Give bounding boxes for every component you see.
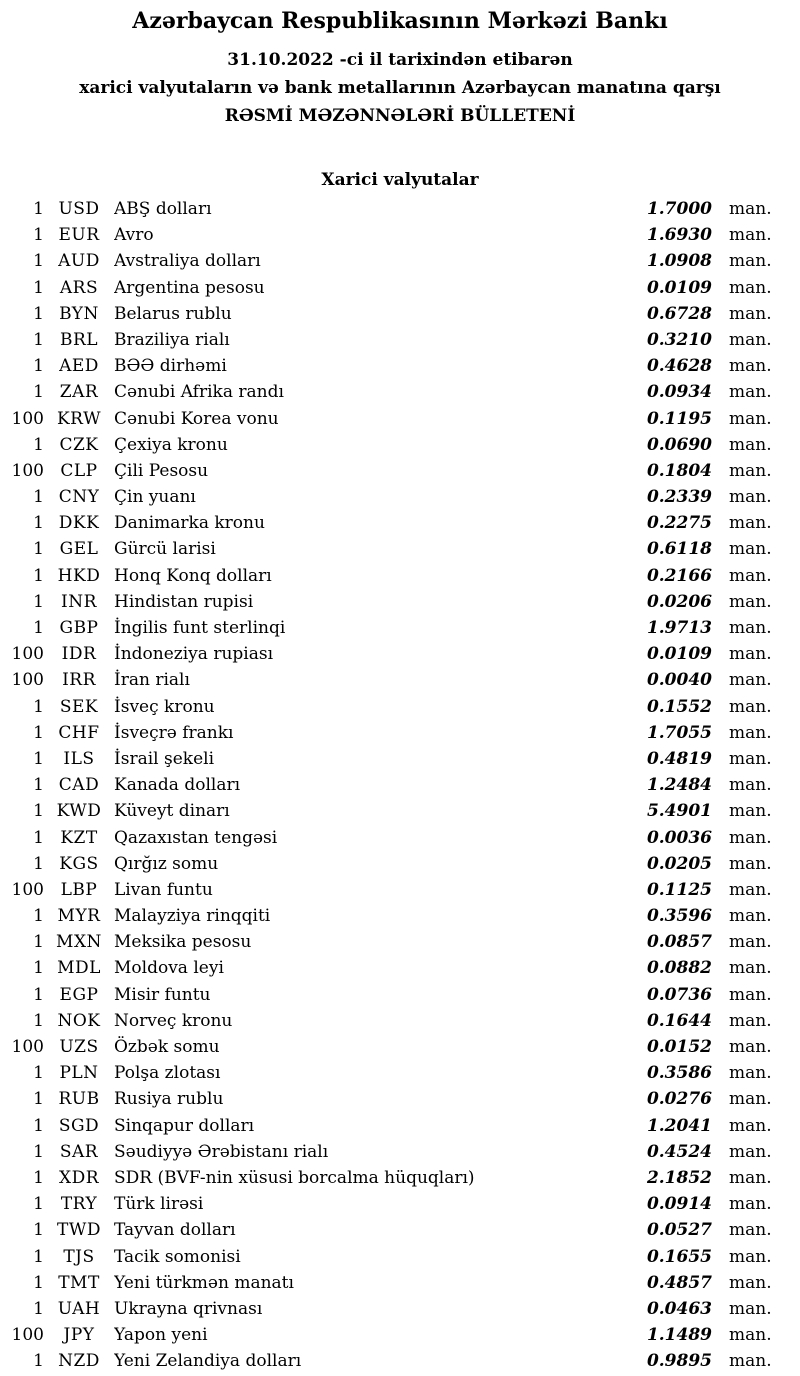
currency-name: Moldova leyi [114, 958, 224, 979]
currency-unit-label: man. [729, 565, 772, 586]
currency-unit-label: man. [729, 277, 772, 298]
currency-rate: 0.0109 [646, 277, 712, 298]
currency-rate: 0.0206 [646, 591, 712, 612]
currency-name: Belarus rublu [114, 303, 232, 324]
currency-code: LBP [60, 879, 98, 900]
currency-quantity: 1 [33, 1194, 44, 1215]
currency-row [0, 484, 800, 510]
currency-rate: 0.1552 [646, 696, 712, 717]
currency-row [0, 379, 800, 405]
currency-name: Braziliya rialı [114, 329, 230, 350]
currency-quantity: 1 [33, 827, 44, 848]
currency-name: Gürcü larisi [114, 539, 216, 560]
currency-rate: 0.0205 [646, 853, 712, 874]
currency-rate: 1.7055 [646, 722, 712, 743]
currency-quantity: 100 [11, 408, 44, 429]
currency-quantity: 1 [33, 199, 44, 219]
currency-code: SAR [59, 1141, 99, 1162]
currency-code: CHF [58, 722, 100, 743]
currency-name: Tacik somonisi [114, 1246, 241, 1267]
currency-name: Polşa zlotası [114, 1063, 221, 1084]
currency-unit-label: man. [729, 853, 772, 874]
currency-quantity: 1 [33, 356, 44, 377]
currency-unit-label: man. [729, 513, 772, 534]
currency-row [0, 851, 800, 877]
currency-code: EUR [58, 225, 100, 246]
currency-quantity: 1 [33, 1298, 44, 1319]
currency-quantity: 1 [33, 958, 44, 979]
currency-unit-label: man. [729, 1351, 772, 1372]
currency-rate: 0.2275 [646, 513, 712, 534]
currency-rate: 0.4857 [646, 1272, 712, 1293]
currency-name: Avro [114, 225, 154, 246]
currency-name: İsveçrə frankı [114, 722, 234, 743]
currency-code: MXN [56, 932, 102, 953]
currency-code: KZT [60, 827, 98, 848]
currency-name: Qırğız somu [114, 853, 219, 874]
currency-quantity: 1 [33, 1115, 44, 1136]
currency-quantity: 1 [33, 984, 44, 1005]
document-header [0, 0, 800, 130]
currency-unit-label: man. [729, 1325, 772, 1346]
currency-unit-label: man. [729, 1194, 772, 1215]
currency-code: ILS [63, 748, 95, 769]
currency-row [0, 222, 800, 248]
currency-name: ABŞ dolları [114, 199, 212, 219]
currency-code: SEK [59, 696, 99, 717]
currency-row [0, 432, 800, 458]
currency-code: UAH [57, 1298, 101, 1319]
currency-code: KRW [56, 408, 102, 429]
currency-rate: 0.6118 [646, 539, 712, 560]
currency-rate: 0.4524 [646, 1141, 712, 1162]
currency-table [0, 196, 800, 1374]
currency-quantity: 1 [33, 696, 44, 717]
currency-name: Avstraliya dolları [114, 251, 261, 272]
currency-unit-label: man. [729, 801, 772, 822]
currency-unit-label: man. [729, 958, 772, 979]
currency-row [0, 248, 800, 274]
currency-code: IDR [61, 644, 97, 665]
currency-name: Sinqapur dolları [114, 1115, 255, 1136]
currency-code: MYR [57, 906, 101, 927]
currency-quantity: 1 [33, 434, 44, 455]
currency-row [0, 327, 800, 353]
currency-rate: 0.0934 [646, 382, 712, 403]
currency-code: CLP [60, 460, 98, 481]
currency-code: TWD [57, 1220, 101, 1241]
currency-quantity: 1 [33, 1141, 44, 1162]
currency-quantity: 100 [11, 1037, 44, 1057]
currency-rate: 0.0040 [646, 670, 712, 691]
currency-row [0, 353, 800, 379]
currency-code: IRR [62, 670, 96, 691]
currency-rate: 1.7000 [646, 199, 712, 219]
currency-row [0, 667, 800, 693]
currency-code: DKK [58, 513, 100, 534]
currency-quantity: 100 [11, 879, 44, 900]
currency-name: Ukrayna qrivnası [114, 1298, 263, 1319]
currency-unit-label: man. [729, 1167, 772, 1188]
currency-name: Argentina pesosu [114, 277, 265, 298]
currency-code: CZK [59, 434, 99, 455]
currency-row [0, 589, 800, 615]
currency-name: Türk lirəsi [114, 1194, 204, 1215]
currency-quantity: 1 [33, 775, 44, 796]
currency-unit-label: man. [729, 1010, 772, 1031]
currency-unit-label: man. [729, 984, 772, 1005]
currency-name: Çexiya kronu [114, 434, 228, 455]
currency-name: Yeni türkmən manatı [114, 1272, 294, 1293]
currency-quantity: 1 [33, 1351, 44, 1372]
currency-unit-label: man. [729, 539, 772, 560]
currency-rate: 0.3210 [646, 329, 712, 350]
currency-row [0, 1086, 800, 1112]
currency-unit-label: man. [729, 696, 772, 717]
currency-rate: 5.4901 [646, 801, 712, 822]
currency-quantity: 1 [33, 225, 44, 246]
currency-row [0, 196, 800, 222]
currency-rate: 0.0736 [646, 984, 712, 1005]
currency-name: Hindistan rupisi [114, 591, 254, 612]
currency-unit-label: man. [729, 199, 772, 219]
currency-quantity: 100 [11, 644, 44, 665]
currency-name: İran rialı [114, 670, 190, 691]
currency-name: İngilis funt sterlinqi [114, 618, 286, 638]
currency-code: INR [61, 591, 97, 612]
currency-row [0, 1270, 800, 1296]
currency-quantity: 1 [33, 906, 44, 927]
currency-rate: 1.1489 [646, 1325, 712, 1346]
currency-unit-label: man. [729, 932, 772, 953]
currency-rate: 0.9895 [646, 1351, 712, 1372]
currency-row [0, 406, 800, 432]
currency-unit-label: man. [729, 487, 772, 508]
currency-row [0, 1008, 800, 1034]
currency-name: Yeni Zelandiya dolları [114, 1351, 302, 1372]
currency-name: Misir funtu [114, 984, 211, 1005]
currency-rate: 0.0527 [646, 1220, 712, 1241]
subject-line: xarici valyutaların və bank metallarının Azərbaycan manatına qarşı [79, 78, 721, 98]
currency-name: Çin yuanı [114, 487, 196, 508]
currency-name: Meksika pesosu [114, 932, 252, 953]
currency-rate: 0.0036 [646, 827, 712, 848]
currency-quantity: 100 [11, 460, 44, 481]
currency-row [0, 982, 800, 1008]
currency-row [0, 301, 800, 327]
currency-quantity: 1 [33, 303, 44, 324]
currency-unit-label: man. [729, 1037, 772, 1057]
currency-quantity: 1 [33, 932, 44, 953]
currency-quantity: 1 [33, 1167, 44, 1188]
currency-quantity: 1 [33, 1220, 44, 1241]
currency-code: USD [58, 199, 100, 219]
currency-quantity: 100 [11, 1325, 44, 1346]
currency-rate: 0.0690 [646, 434, 712, 455]
currency-row [0, 772, 800, 798]
currency-rate: 0.6728 [646, 303, 712, 324]
currency-row [0, 746, 800, 772]
currency-rate: 0.1655 [646, 1246, 712, 1267]
currency-quantity: 1 [33, 1010, 44, 1031]
currency-unit-label: man. [729, 329, 772, 350]
currency-name: Tayvan dolları [114, 1220, 236, 1241]
currency-row [0, 1139, 800, 1165]
currency-row [0, 458, 800, 484]
currency-name: Honq Konq dolları [114, 565, 272, 586]
currency-unit-label: man. [729, 225, 772, 246]
currency-quantity: 100 [11, 670, 44, 691]
currency-code: AUD [58, 251, 100, 272]
currency-code: RUB [58, 1089, 100, 1110]
currency-code: EGP [59, 984, 99, 1005]
section-title-foreign-currencies: Xarici valyutalar [321, 170, 479, 190]
currency-row [0, 1217, 800, 1243]
currency-code: CNY [58, 487, 100, 508]
currency-quantity: 1 [33, 513, 44, 534]
currency-code: UZS [59, 1037, 99, 1057]
currency-code: PLN [59, 1063, 99, 1084]
currency-unit-label: man. [729, 1298, 772, 1319]
currency-name: Kanada dolları [114, 775, 241, 796]
currency-rate: 0.3596 [646, 906, 712, 927]
currency-unit-label: man. [729, 1063, 772, 1084]
currency-name: İsrail şekeli [114, 748, 214, 769]
currency-name: Yapon yeni [114, 1325, 208, 1346]
currency-code: TMT [58, 1272, 100, 1293]
currency-row [0, 955, 800, 981]
currency-row [0, 1348, 800, 1374]
currency-code: BRL [59, 329, 99, 350]
currency-unit-label: man. [729, 356, 772, 377]
currency-unit-label: man. [729, 722, 772, 743]
currency-rate: 2.1852 [646, 1167, 712, 1188]
currency-rate: 0.0109 [646, 644, 712, 665]
currency-row [0, 929, 800, 955]
currency-rate: 1.9713 [646, 618, 712, 638]
currency-rate: 1.6930 [646, 225, 712, 246]
currency-row [0, 1191, 800, 1217]
currency-quantity: 1 [33, 1272, 44, 1293]
currency-name: Özbək somu [114, 1037, 220, 1057]
currency-name: İsveç kronu [114, 696, 215, 717]
currency-name: Danimarka kronu [114, 513, 265, 534]
currency-row [0, 877, 800, 903]
currency-unit-label: man. [729, 1246, 772, 1267]
currency-name: İndoneziya rupiası [114, 644, 274, 665]
currency-row [0, 510, 800, 536]
bank-title: Azərbaycan Respublikasının Mərkəzi Bankı [132, 8, 668, 34]
currency-row [0, 1113, 800, 1139]
currency-unit-label: man. [729, 827, 772, 848]
currency-row [0, 563, 800, 589]
currency-name: Rusiya rublu [114, 1089, 224, 1110]
currency-name: Norveç kronu [114, 1010, 233, 1031]
currency-unit-label: man. [729, 618, 772, 638]
currency-row [0, 615, 800, 641]
currency-code: MDL [57, 958, 101, 979]
currency-rate: 0.2339 [646, 487, 712, 508]
currency-quantity: 1 [33, 329, 44, 350]
currency-unit-label: man. [729, 1115, 772, 1136]
currency-name: Qazaxıstan tengəsi [114, 827, 278, 848]
currency-rate: 0.2166 [646, 565, 712, 586]
currency-name: Çili Pesosu [114, 460, 209, 481]
currency-code: BYN [59, 303, 99, 324]
currency-name: Livan funtu [114, 879, 213, 900]
currency-code: GBP [59, 618, 99, 638]
currency-quantity: 1 [33, 618, 44, 638]
currency-quantity: 1 [33, 591, 44, 612]
currency-row [0, 903, 800, 929]
currency-rate: 0.4819 [646, 748, 712, 769]
currency-code: NZD [58, 1351, 100, 1372]
currency-code: ZAR [59, 382, 99, 403]
currency-row [0, 1034, 800, 1060]
currency-row [0, 1244, 800, 1270]
currency-code: GEL [59, 539, 99, 560]
currency-row [0, 720, 800, 746]
currency-code: KGS [59, 853, 99, 874]
currency-unit-label: man. [729, 644, 772, 665]
currency-row [0, 275, 800, 301]
currency-unit-label: man. [729, 670, 772, 691]
currency-code: KWD [56, 801, 102, 822]
currency-code: XDR [58, 1167, 100, 1188]
currency-quantity: 1 [33, 722, 44, 743]
currency-quantity: 1 [33, 277, 44, 298]
currency-code: TRY [60, 1194, 98, 1215]
currency-code: JPY [63, 1325, 95, 1346]
currency-unit-label: man. [729, 1220, 772, 1241]
currency-row [0, 536, 800, 562]
currency-code: SGD [58, 1115, 100, 1136]
currency-name: Səudiyyə Ərəbistanı rialı [114, 1141, 329, 1162]
currency-code: HKD [57, 565, 101, 586]
currency-name: Malayziya rinqqiti [114, 906, 271, 927]
currency-rate: 0.0882 [646, 958, 712, 979]
currency-quantity: 1 [33, 801, 44, 822]
currency-quantity: 1 [33, 251, 44, 272]
currency-rate: 0.1125 [646, 879, 712, 900]
currency-rate: 1.2041 [646, 1115, 712, 1136]
currency-rate: 0.0276 [646, 1089, 712, 1110]
currency-unit-label: man. [729, 591, 772, 612]
currency-rate: 1.2484 [646, 775, 712, 796]
currency-rate: 0.0857 [646, 932, 712, 953]
currency-rate: 0.1804 [646, 460, 712, 481]
currency-rate: 0.4628 [646, 356, 712, 377]
currency-rate: 0.0463 [646, 1298, 712, 1319]
currency-name: BƏƏ dirhəmi [114, 356, 227, 377]
currency-quantity: 1 [33, 487, 44, 508]
currency-code: AED [59, 356, 99, 377]
currency-quantity: 1 [33, 1089, 44, 1110]
currency-quantity: 1 [33, 539, 44, 560]
currency-unit-label: man. [729, 1141, 772, 1162]
currency-code: TJS [63, 1246, 95, 1267]
currency-name: SDR (BVF-nin xüsusi borcalma hüquqları) [114, 1167, 475, 1188]
currency-unit-label: man. [729, 382, 772, 403]
currency-rate: 0.3586 [646, 1063, 712, 1084]
currency-rate: 0.1195 [646, 408, 712, 429]
currency-name: Küveyt dinarı [114, 801, 230, 822]
currency-quantity: 1 [33, 1063, 44, 1084]
currency-code: NOK [57, 1010, 101, 1031]
currency-unit-label: man. [729, 303, 772, 324]
currency-unit-label: man. [729, 748, 772, 769]
currency-rate: 1.0908 [646, 251, 712, 272]
currency-unit-label: man. [729, 1089, 772, 1110]
bulletin-title: RƏSMİ MƏZƏNNƏLƏRİ BÜLLETENİ [224, 106, 576, 126]
currency-quantity: 1 [33, 748, 44, 769]
effective-date-line: 31.10.2022 -ci il tarixindən etibarən [227, 50, 573, 70]
currency-unit-label: man. [729, 460, 772, 481]
currency-name: Cənubi Korea vonu [114, 408, 279, 429]
currency-quantity: 1 [33, 853, 44, 874]
currency-row [0, 825, 800, 851]
currency-row [0, 641, 800, 667]
currency-name: Cənubi Afrika randı [114, 382, 284, 403]
currency-row [0, 798, 800, 824]
currency-code: ARS [59, 277, 99, 298]
currency-unit-label: man. [729, 775, 772, 796]
currency-quantity: 1 [33, 382, 44, 403]
currency-unit-label: man. [729, 906, 772, 927]
currency-row [0, 1060, 800, 1086]
currency-unit-label: man. [729, 434, 772, 455]
currency-rate: 0.1644 [646, 1010, 712, 1031]
currency-unit-label: man. [729, 408, 772, 429]
currency-unit-label: man. [729, 1272, 772, 1293]
currency-row [0, 1322, 800, 1348]
currency-row [0, 1165, 800, 1191]
currency-code: CAD [58, 775, 100, 796]
currency-rate: 0.0152 [646, 1037, 712, 1057]
currency-unit-label: man. [729, 251, 772, 272]
currency-row [0, 694, 800, 720]
currency-unit-label: man. [729, 879, 772, 900]
currency-rate: 0.0914 [646, 1194, 712, 1215]
currency-quantity: 1 [33, 1246, 44, 1267]
currency-quantity: 1 [33, 565, 44, 586]
currency-row [0, 1296, 800, 1322]
